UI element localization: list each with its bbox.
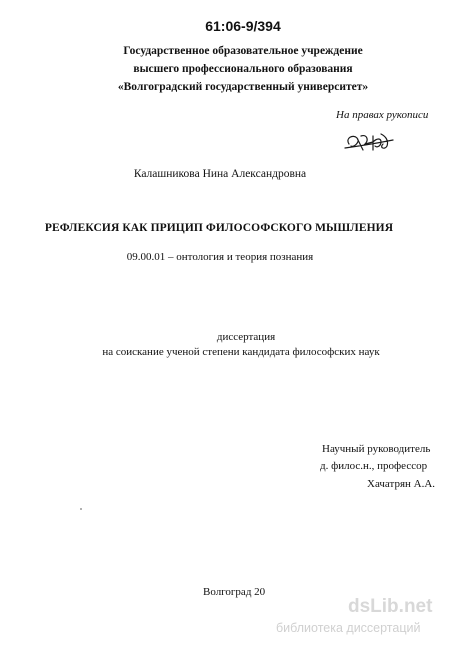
watermark-logo: dsLib.net: [348, 596, 433, 617]
specialty-code: 09.00.01 – онтология и теория познания: [126, 251, 314, 263]
degree-statement: на соискание ученой степени кандидата философских наук: [102, 346, 380, 358]
author-name: Калашникова Нина Александровна: [133, 168, 307, 180]
institution-line-3: «Волгоградский государственный университет»: [117, 81, 369, 93]
work-type: диссертация: [216, 331, 276, 343]
scan-speck: [80, 508, 82, 510]
catalog-code: 61:06-9/394: [205, 18, 281, 34]
watermark-caption: библиотека диссертаций: [276, 621, 421, 635]
dissertation-title: РЕФЛЕКСИЯ КАК ПРИЦИП ФИЛОСОФСКОГО МЫШЛЕНИЯ: [44, 222, 394, 234]
handwritten-signature: [343, 128, 395, 158]
city-year: Волгоград 20: [203, 586, 266, 598]
institution-line-2: высшего профессионального образования: [133, 63, 353, 75]
supervisor-degree: д. филос.н., профессор: [320, 460, 428, 472]
institution-line-1: Государственное образовательное учреждение: [123, 45, 363, 57]
supervisor-role: Научный руководитель: [322, 443, 431, 455]
manuscript-rights-note: На правах рукописи: [336, 109, 429, 121]
supervisor-name: Хачатрян А.А.: [367, 478, 436, 490]
